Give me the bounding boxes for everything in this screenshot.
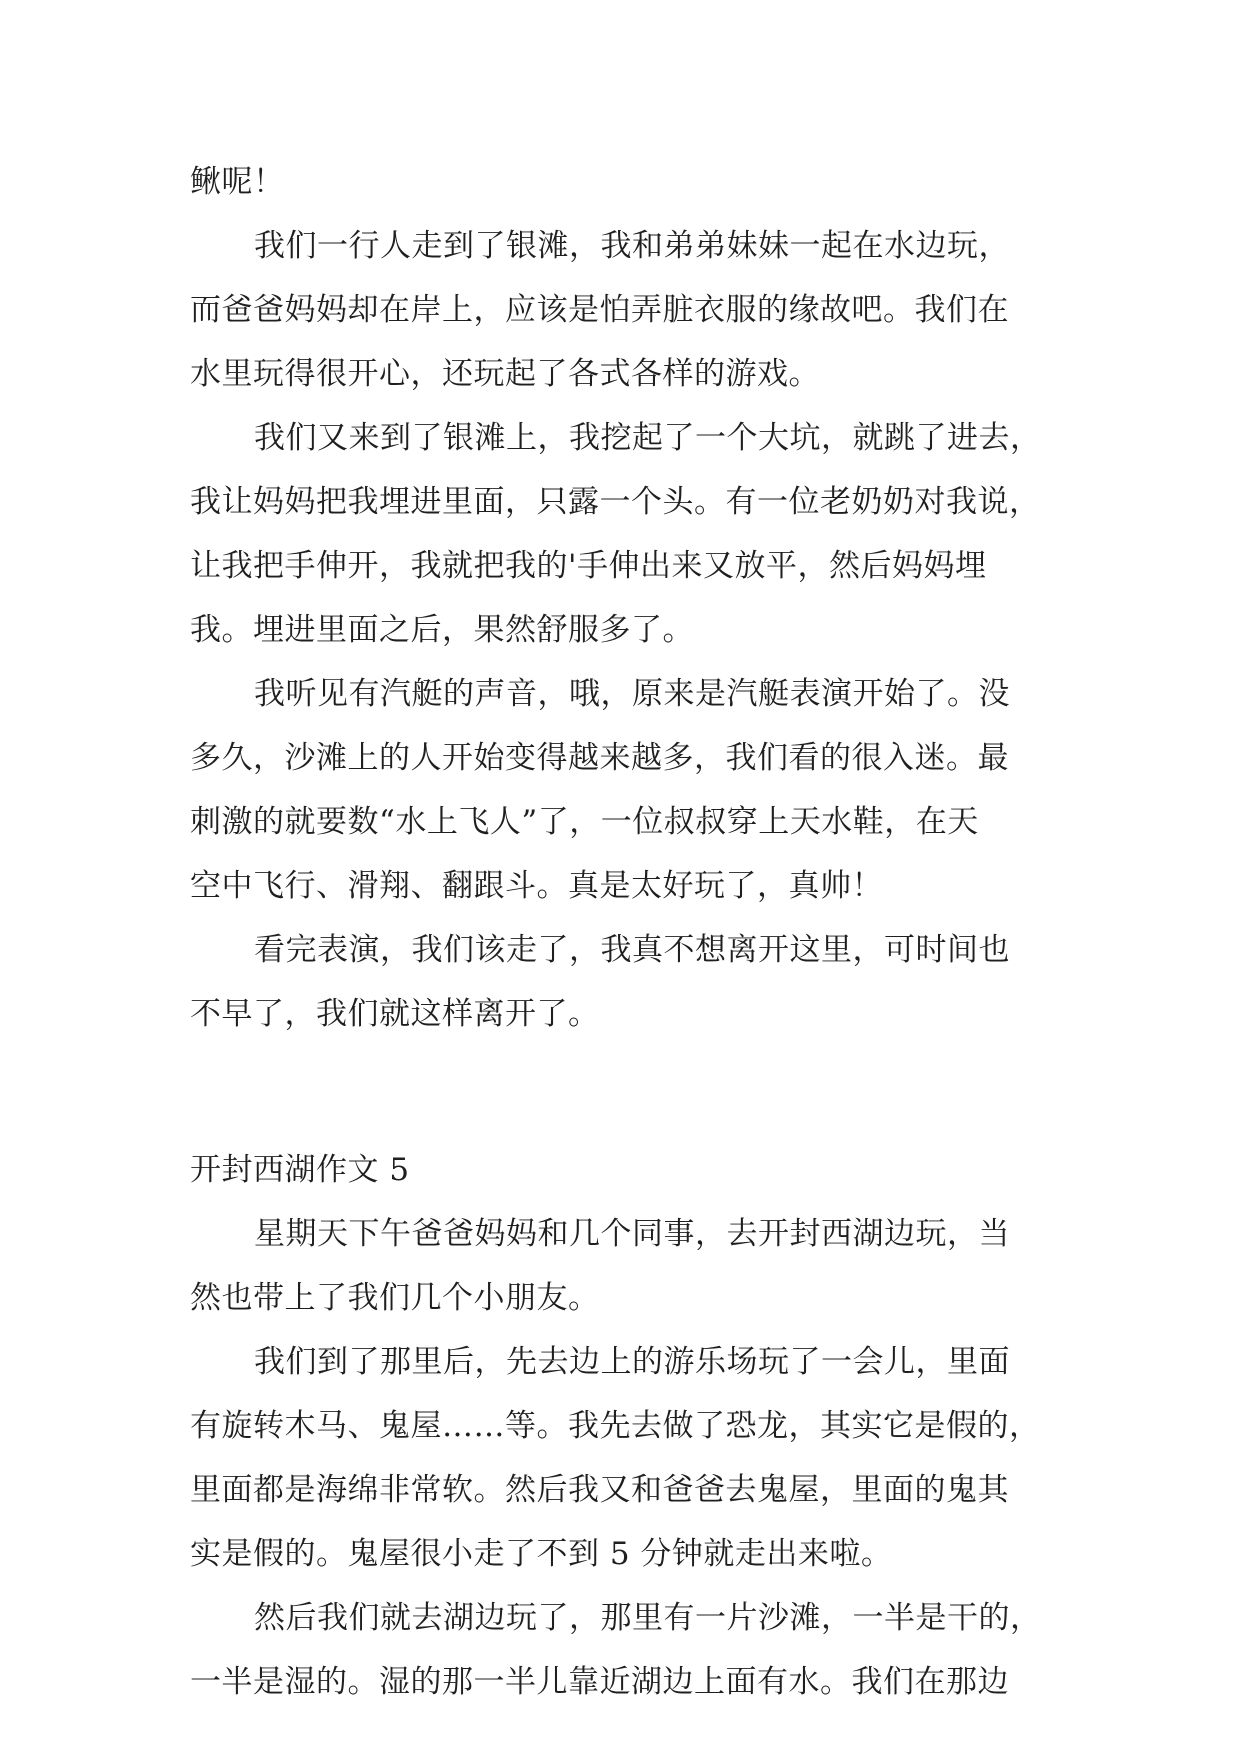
section-heading: 开封西湖作文 5	[190, 1152, 410, 1188]
text-line: 不早了，我们就这样离开了。	[190, 996, 600, 1032]
text-line: 多久，沙滩上的人开始变得越来越多，我们看的很入迷。最	[190, 740, 1009, 776]
text-line: 空中飞行、滑翔、翻跟斗。真是太好玩了，真帅！	[190, 868, 883, 904]
text-line: 我让妈妈把我埋进里面，只露一个头。有一位老奶奶对我说，	[190, 484, 1041, 520]
section-gap	[190, 1046, 1058, 1138]
text-line: 里面都是海绵非常软。然后我又和爸爸去鬼屋，里面的鬼其	[190, 1472, 1009, 1508]
text-line: 我们一行人走到了银滩，我和弟弟妹妹一起在水边玩，	[254, 228, 1010, 264]
text-line: 一半是湿的。湿的那一半儿靠近湖边上面有水。我们在那边	[190, 1664, 1009, 1700]
text-line: 我们到了那里后，先去边上的游乐场玩了一会儿，里面	[254, 1344, 1010, 1380]
text-line: 让我把手伸开，我就把我的'手伸出来又放平，然后妈妈埋	[190, 548, 987, 584]
document-body	[190, 150, 1058, 1714]
text-line: 刺激的就要数“水上飞人”了，一位叔叔穿上天水鞋，在天	[190, 804, 979, 840]
text-line: 实是假的。鬼屋很小走了不到 5 分钟就走出来啦。	[190, 1536, 893, 1572]
text-line: 星期天下午爸爸妈妈和几个同事，去开封西湖边玩，当	[254, 1216, 1010, 1252]
text-line: 鳅呢！	[190, 164, 285, 200]
text-line: 然后我们就去湖边玩了，那里有一片沙滩，一半是干的，	[254, 1600, 1042, 1636]
text-line: 有旋转木马、鬼屋……等。我先去做了恐龙，其实它是假的，	[190, 1408, 1041, 1444]
text-line: 我听见有汽艇的声音，哦，原来是汽艇表演开始了。没	[254, 676, 1010, 712]
text-line: 水里玩得很开心，还玩起了各式各样的游戏。	[190, 356, 820, 392]
text-line: 我们又来到了银滩上，我挖起了一个大坑，就跳了进去，	[254, 420, 1042, 456]
text-line: 然也带上了我们几个小朋友。	[190, 1280, 600, 1316]
text-line: 我。埋进里面之后，果然舒服多了。	[190, 612, 694, 648]
text-line: 而爸爸妈妈却在岸上，应该是怕弄脏衣服的缘故吧。我们在	[190, 292, 1009, 328]
text-line: 看完表演，我们该走了，我真不想离开这里，可时间也	[254, 932, 1010, 968]
